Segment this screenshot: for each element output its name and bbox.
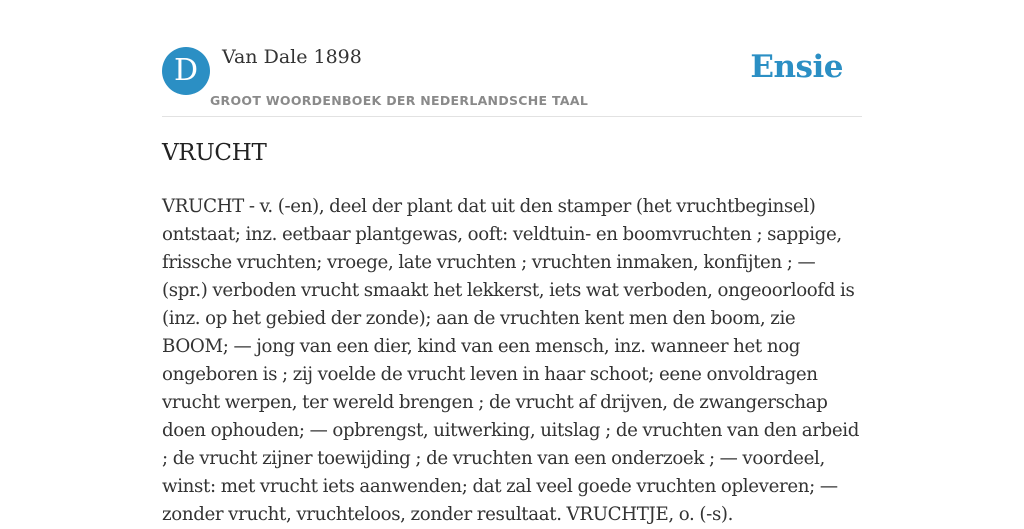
entry-definition: VRUCHT - v. (-en), deel der plant dat uit den stamper (het vruchtbeginsel) ontstaat; inz. eetbaar plantgewas, ooft: veldtuin- en boomvruchten ; sappige, frissche vruchten; vroege, late vruchten ; vruchten inmaken, konfijten ; — (spr.) verboden vrucht smaakt het lekkerst, iets wat verboden, ongeoorloofd is (inz. op het gebied der zonde); aan de vruchten kent men den boom, zie BOOM; — jong van een dier, kind van een mensch, inz. wanneer het nog ongeboren is ; zij voelde de vrucht leven in haar schoot; eene onvoldragen vrucht werpen, ter wereld brengen ; de vrucht af drijven, de zwangerschap doen ophouden; — opbrengst, uitwerking, uitslag ; de vruchten van den arbeid ; de vrucht zijner toewijding ; de vruchten van een onderzoek ; — voordeel, winst: met vrucht iets aanwenden; dat zal veel goede vruchten opleveren; — zonder vrucht, vruchteloos, zonder resultaat. VRUCHTJE, o. (-s). bbox=[162, 196, 860, 525]
source-avatar[interactable]: D bbox=[162, 47, 210, 95]
ensie-logo[interactable]: Ensie bbox=[750, 49, 843, 85]
source-header bbox=[162, 40, 862, 117]
entry-headword: VRUCHT bbox=[162, 140, 267, 166]
source-subtitle: GROOT WOORDENBOEK DER NEDERLANDSCHE TAAL bbox=[210, 93, 589, 108]
source-title-link[interactable]: Van Dale 1898 bbox=[222, 46, 362, 68]
